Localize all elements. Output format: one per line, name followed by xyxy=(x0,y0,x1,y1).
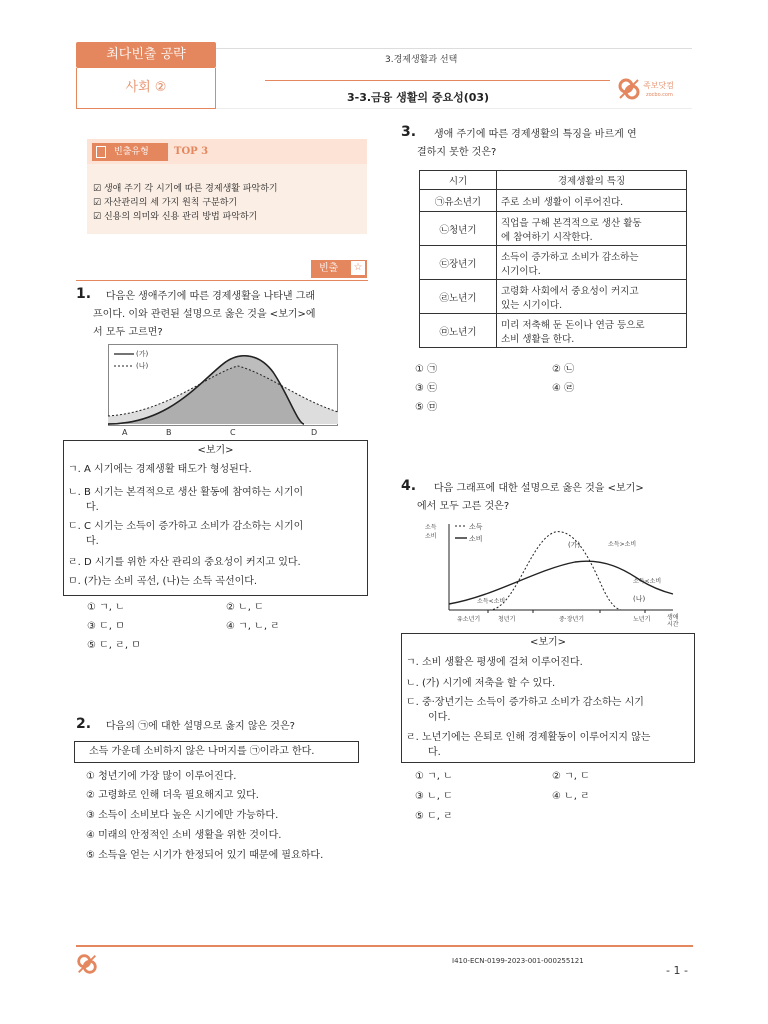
table-row xyxy=(420,190,687,212)
subject-subtab: 사회 ② xyxy=(76,68,216,109)
chapter-title: 3.경제생활과 선택 xyxy=(385,55,458,65)
q3-number: 3. xyxy=(401,124,417,140)
q4-graph xyxy=(425,520,695,632)
q2-option-1[interactable]: ① 청년기에 가장 많이 이루어진다. xyxy=(86,771,237,782)
logo-text: 족보닷컴 xyxy=(643,81,674,90)
q4-ylabel: 소득 소비 xyxy=(425,524,437,540)
q4-option-2[interactable]: ② ㄱ, ㄷ xyxy=(552,771,590,782)
q3-text-line: 결하지 못한 것은? xyxy=(417,147,497,158)
q2-option-2[interactable]: ② 고령화로 인해 더욱 필요해지고 있다. xyxy=(86,790,259,801)
q2-box xyxy=(74,741,359,763)
q3-table-header xyxy=(420,171,687,190)
q1-xlabel: A xyxy=(122,428,128,437)
q4-option-5[interactable]: ⑤ ㄷ, ㄹ xyxy=(415,811,453,822)
q3-option-5[interactable]: ⑤ ㉤ xyxy=(415,402,438,413)
q3-period: ㉡청년기 xyxy=(420,212,497,246)
q1-option-4[interactable]: ④ ㄱ, ㄴ, ㄹ xyxy=(226,621,280,632)
table-row xyxy=(420,314,687,348)
q3-feature: 미리 저축해 둔 돈이나 연금 등으로 소비 생활을 한다. xyxy=(497,314,687,348)
top3-item: ☑ 신용의 의미와 신용 관리 방법 파악하기 xyxy=(93,212,258,222)
header-rule-bottom xyxy=(216,108,692,109)
q4-option-4[interactable]: ④ ㄴ, ㄹ xyxy=(552,791,590,802)
q4-legend-consume: 소비 xyxy=(469,535,483,543)
logo-url: zocbo.com xyxy=(646,92,673,98)
q3-period: ㉣노년기 xyxy=(420,280,497,314)
q4-annotation-e: 소득<소비 xyxy=(633,578,662,585)
q1-option-5[interactable]: ⑤ ㄷ, ㄹ, ㅁ xyxy=(87,640,141,651)
q1-option-1[interactable]: ① ㄱ, ㄴ xyxy=(87,602,125,613)
q4-bogi-item: ㄷ. 중·장년기는 소득이 증가하고 소비가 감소하는 시기 xyxy=(406,697,644,708)
q4-xlabel: 노년기 xyxy=(633,616,651,623)
q2-option-5[interactable]: ⑤ 소득을 얻는 시기가 한정되어 있기 때문에 필요하다. xyxy=(86,850,324,861)
q1-option-2[interactable]: ② ㄴ, ㄷ xyxy=(226,602,264,613)
top3-item: ☑ 생애 주기 각 시기에 따른 경제생활 파악하기 xyxy=(93,184,278,194)
q3-text-line: 생애 주기에 따른 경제생활의 특징을 바르게 연 xyxy=(434,129,637,140)
q3-period: ㉠유소년기 xyxy=(420,190,497,212)
section-title: 3-3.금융 생활의 중요성(03) xyxy=(347,91,490,104)
star-icon: ☆ xyxy=(351,261,365,275)
table-row xyxy=(420,280,687,314)
q1-bogi-item: 다. xyxy=(86,536,99,547)
frequent-badge-label: 빈출 xyxy=(319,263,339,274)
q4-xlabel: 청년기 xyxy=(498,616,516,623)
logo-icon xyxy=(616,76,642,102)
q1-bogi-item: ㄷ. C 시기는 소득이 증가하고 소비가 감소하는 시기이 xyxy=(68,521,304,532)
q4-annotation-a: (가) xyxy=(568,541,581,549)
q1-legend-b: (나) xyxy=(136,362,149,370)
q4-xlabel: 유소년기 xyxy=(457,616,481,623)
q3-feature: 주로 소비 생활이 이루어진다. xyxy=(497,190,687,212)
q1-bogi-item: 다. xyxy=(86,502,99,513)
q1-bogi-title: <보기> xyxy=(197,445,234,456)
q4-option-3[interactable]: ③ ㄴ, ㄷ xyxy=(415,791,453,802)
q1-graph xyxy=(108,344,338,426)
q3-option-2[interactable]: ② ㉡ xyxy=(552,364,575,375)
q1-bogi-item: ㄱ. A 시기에는 경제생활 태도가 형성된다. xyxy=(68,464,252,475)
q4-bogi-box xyxy=(401,633,695,763)
q4-annotation-d: 소득<소비 xyxy=(477,598,506,605)
q3-option-1[interactable]: ① ㉠ xyxy=(415,364,438,375)
q3-table xyxy=(419,170,687,348)
top3-badge-label: 빈출유형 xyxy=(114,147,149,157)
header-rule-top xyxy=(216,48,692,49)
q2-number: 2. xyxy=(76,716,92,732)
q2-text: 다음의 ㉠에 대한 설명으로 옳지 않은 것은? xyxy=(106,721,295,732)
footer-rule xyxy=(76,945,693,947)
q3-feature: 소득이 증가하고 소비가 감소하는 시기이다. xyxy=(497,246,687,280)
q4-option-1[interactable]: ① ㄱ, ㄴ xyxy=(415,771,453,782)
q3-header-period: 시기 xyxy=(420,171,497,190)
brand-logo xyxy=(616,76,696,104)
q1-xlabel: C xyxy=(230,428,236,437)
q1-xlabel: D xyxy=(311,428,318,437)
q3-period: ㉢장년기 xyxy=(420,246,497,280)
q3-feature: 직업을 구해 본격적으로 생산 활동 에 참여하기 시작한다. xyxy=(497,212,687,246)
q4-bogi-item: ㄴ. (가) 시기에 저축을 할 수 있다. xyxy=(406,678,556,689)
table-row xyxy=(420,212,687,246)
q4-text-line: 에서 모두 고른 것은? xyxy=(417,501,510,512)
q1-bogi-item: ㄴ. B 시기는 본격적으로 생산 활동에 참여하는 시기이 xyxy=(68,487,304,498)
q2-box-text: 소득 가운데 소비하지 않은 나머지를 ㉠이라고 한다. xyxy=(89,746,315,757)
q4-legend-income: 소득 xyxy=(469,523,483,531)
q3-feature: 고령화 사회에서 중요성이 커지고 있는 시기이다. xyxy=(497,280,687,314)
top3-item: ☑ 자산관리의 세 가지 원칙 구분하기 xyxy=(93,198,238,208)
q1-text-line: 프이다. 이와 관련된 설명으로 옳은 것을 <보기>에 xyxy=(93,309,316,320)
footer-logo-icon xyxy=(74,952,100,976)
frequent-badge xyxy=(311,260,367,278)
q1-text-line: 다음은 생애주기에 따른 경제생활을 나타낸 그래 xyxy=(106,291,316,302)
q3-header-feature: 경제생활의 특징 xyxy=(497,171,687,190)
q4-annotation-c: 소득>소비 xyxy=(608,541,637,548)
q4-bogi-item: ㄹ. 노년기에는 은퇴로 인해 경제활동이 이루어지지 않는 xyxy=(406,732,651,743)
top3-badge xyxy=(92,143,168,161)
q3-period: ㉤노년기 xyxy=(420,314,497,348)
q3-option-4[interactable]: ④ ㉣ xyxy=(552,383,575,394)
q4-xlabel-end: 생애 시간 xyxy=(667,614,679,628)
q1-bogi-item: ㄹ. D 시기를 위한 자산 관리의 중요성이 커지고 있다. xyxy=(68,557,301,568)
q1-xlabel: B xyxy=(166,428,172,437)
table-row xyxy=(420,246,687,280)
q2-option-4[interactable]: ④ 미래의 안정적인 소비 생활을 위한 것이다. xyxy=(86,830,282,841)
page-number: - 1 - xyxy=(666,964,688,977)
q1-bogi-box xyxy=(63,440,368,596)
q1-option-3[interactable]: ③ ㄷ, ㅁ xyxy=(87,621,125,632)
footer-code: I410-ECN-0199-2023-001-000255121 xyxy=(452,957,584,965)
q4-text-line: 다음 그래프에 대한 설명으로 옳은 것을 <보기> xyxy=(434,483,644,494)
badge-rule xyxy=(76,280,368,281)
q4-bogi-item: ㄱ. 소비 생활은 평생에 걸쳐 이루어진다. xyxy=(406,657,583,668)
q1-number: 1. xyxy=(76,286,92,302)
header-rule xyxy=(265,80,610,81)
q2-option-3[interactable]: ③ 소득이 소비보다 높은 시기에만 가능하다. xyxy=(86,810,279,821)
subject-tab: 최다빈출 공략 xyxy=(76,42,216,68)
q3-option-3[interactable]: ③ ㉢ xyxy=(415,383,438,394)
q1-legend-a: (가) xyxy=(136,350,149,358)
top3-label: TOP 3 xyxy=(174,146,209,157)
q4-number: 4. xyxy=(401,478,417,494)
q1-bogi-item: ㅁ. (가)는 소비 곡선, (나)는 소득 곡선이다. xyxy=(68,576,258,587)
bookmark-icon xyxy=(96,146,106,158)
q4-bogi-item: 이다. xyxy=(428,712,451,723)
q4-xlabel: 중·장년기 xyxy=(559,616,585,623)
q4-bogi-item: 다. xyxy=(428,747,441,758)
q4-bogi-title: <보기> xyxy=(529,637,567,648)
q4-annotation-b: (나) xyxy=(633,595,646,603)
q1-text-line: 서 모두 고르면? xyxy=(93,327,163,338)
